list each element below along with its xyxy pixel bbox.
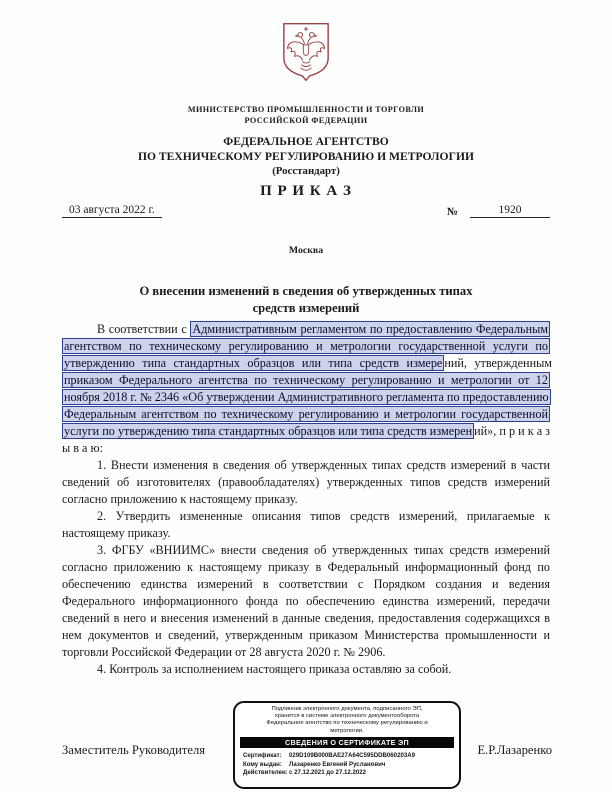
issue-city: Москва bbox=[288, 245, 324, 256]
certificate-label: Сертификат: bbox=[243, 751, 282, 759]
ministry-header bbox=[0, 105, 612, 126]
signer-position: Заместитель Руководителя bbox=[62, 743, 206, 757]
certificate-value: 029D109B000BAE27A64C595DDB060203A9 bbox=[289, 751, 416, 759]
order-title-line-1: О внесении изменений в сведения об утвержденных типах bbox=[139, 284, 473, 298]
agency-line-2: ПО ТЕХНИЧЕСКОМУ РЕГУЛИРОВАНИЮ И МЕТРОЛОГИИ bbox=[138, 150, 474, 163]
order-title bbox=[0, 283, 612, 317]
validity-value: с 27.12.2021 до 27.12.2022 bbox=[289, 769, 367, 777]
order-number-block bbox=[447, 204, 550, 218]
order-item-1: 1. Внести изменения в сведения об утвержденных типах средств измерений в части сведений об изготовителях (правообладателях) утвержденных типов средств измерений согласно приложению к настоящему приказу. bbox=[62, 458, 550, 506]
stamp-description bbox=[235, 703, 459, 735]
russia-coat-of-arms-icon bbox=[279, 21, 333, 83]
order-body bbox=[62, 321, 550, 678]
stamp-line-4: метрологии. bbox=[330, 727, 364, 734]
validity-row bbox=[243, 769, 459, 778]
agency-line-1: ФЕДЕРАЛЬНОЕ АГЕНТСТВО bbox=[223, 135, 389, 148]
stamp-line-2: хранится в системе электронного документооборота bbox=[274, 713, 420, 720]
agency-short-name: (Росстандарт) bbox=[272, 165, 340, 177]
intro-paragraph bbox=[62, 321, 550, 457]
order-date: 03 августа 2022 г. bbox=[62, 204, 162, 218]
issued-to-row bbox=[243, 761, 459, 770]
signature-row bbox=[62, 743, 552, 758]
intro-text-2: ний, утвержденным bbox=[444, 356, 552, 370]
stamp-line-3: Федеральное агентство по техническому регулированию и bbox=[266, 720, 428, 727]
agency-header bbox=[0, 134, 612, 179]
ministry-line-1: МИНИСТЕРСТВО ПРОМЫШЛЕННОСТИ И ТОРГОВЛИ bbox=[187, 105, 425, 114]
document-type-heading: П Р И К А З bbox=[260, 183, 352, 199]
intro-text-3: ий», п р и к а з ы в а ю: bbox=[62, 424, 550, 455]
stamp-line-1: Подлинник электронного документа, подписанного ЭП, bbox=[271, 706, 423, 712]
order-item-3: 3. ФГБУ «ВНИИМС» внести сведения об утвержденных типах средств измерений согласно приложению к настоящему приказу в Федеральный информационный фонд по обеспечению единства измерений в соответствии с Порядком создания и ведения Федерального информационного фонда по обеспечению единства измерений, передачи сведений в него и внесения изменений в данные сведения, предоставления содержащихся в нем документов и сведений, утвержденным приказом Министерства промышленности и торговли Российской Федерации от 28 августа 2020 г. № 2906. bbox=[62, 543, 550, 659]
date-number-row bbox=[62, 204, 550, 218]
ministry-line-2: РОССИЙСКОЙ ФЕДЕРАЦИИ bbox=[244, 115, 368, 125]
link-admin-reglament[interactable]: Административным регламентом по предоставлению Федеральным агентством по техническому регулированию и метрологии государственной услуги по утверждению типа стандартных образцов или типа средств измере bbox=[64, 322, 549, 370]
order-item-2: 2. Утвердить измененные описания типов средств измерений, прилагаемые к настоящему приказу. bbox=[62, 509, 550, 540]
validity-label: Действителен: bbox=[243, 769, 288, 777]
issued-to-value: Лазаренко Евгений Русланович bbox=[289, 760, 386, 768]
order-title-line-2: средств измерений bbox=[252, 301, 360, 315]
order-number: 1920 bbox=[470, 204, 550, 218]
intro-text-1: В соответствии с bbox=[97, 322, 191, 336]
number-sign: № bbox=[446, 206, 458, 218]
link-order-2346[interactable]: приказом Федерального агентства по техническому регулированию и метрологии от 12 ноября 2018 г. № 2346 «Об утверждении Административного регламента по предоставлению Федеральным агентством по техническому регулированию и метрологии государственной услуги по утверждению типа стандартных образцов или типа средств измерен bbox=[64, 373, 549, 438]
signer-name: Е.Р.Лазаренко bbox=[477, 743, 552, 757]
certificate-info-bar: СВЕДЕНИЯ О СЕРТИФИКАТЕ ЭП bbox=[240, 737, 454, 748]
order-item-4: 4. Контроль за исполнением настоящего приказа оставляю за собой. bbox=[97, 662, 452, 676]
issued-to-label: Кому выдан: bbox=[243, 760, 282, 768]
